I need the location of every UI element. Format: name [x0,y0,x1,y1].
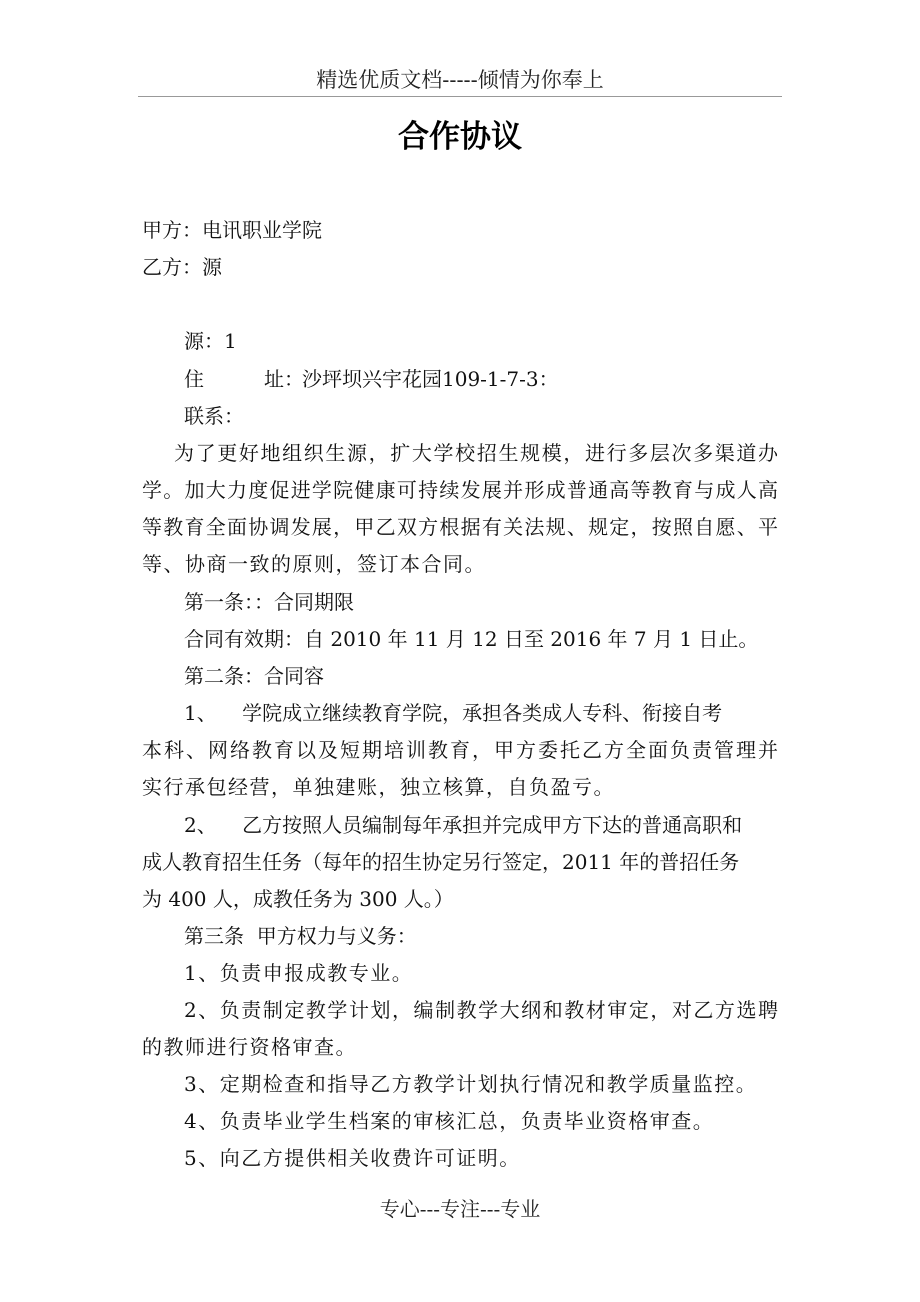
article3-heading: 第三条 甲方权力与义务： [184,924,417,948]
article3-item4: 4、负责毕业学生档案的审核汇总，负责毕业资格审查。 [184,1109,715,1133]
intro-line: 等、协商一致的原则，签订本合同。 [142,552,486,576]
article3-item1: 1、负责申报成教专业。 [184,961,414,985]
article2-item2-line: 为 400 人，成教任务为 300 人。） [142,887,454,911]
intro-line: 等教育全面协调发展，甲乙双方根据有关法规、规定，按照自愿、平 [142,515,778,539]
address-label-2: 址： [264,367,304,391]
article1-text: 合同有效期：自 2010 年 11 月 12 日至 2016 年 7 月 1 日止。 [184,627,759,651]
party-b: 乙方：源 [142,255,222,279]
page-footer: 专心---专注---专业 [379,1197,541,1221]
address-line [184,366,604,392]
article2-item2-line: 2、 乙方按照人员编制每年承担并完成甲方下达的普通高职和 [184,813,743,837]
address-value: 沙坪坝兴宇花园109-1-7-3： [302,367,559,391]
article2-heading: 第二条：合同容 [184,664,324,688]
address-label-1: 住 [184,367,204,391]
party-a: 甲方：电讯职业学院 [142,218,322,242]
article3-item5: 5、向乙方提供相关收费许可证明。 [184,1146,521,1170]
article3-item2-line: 2、负责制定教学计划，编制教学大纲和教材审定，对乙方选聘 [184,998,778,1022]
article3-item2-line: 的教师进行资格审查。 [142,1035,357,1059]
page-header: 精选优质文档-----倾情为你奉上 [316,68,604,92]
article2-item2-line: 成人教育招生任务（每年的招生协定另行签定，2011 年的普招任务 [142,850,740,874]
article2-item1-line: 本科、网络教育以及短期培训教育，甲方委托乙方全面负责管理并 [142,738,778,762]
intro-line: 学。加大力度促进学院健康可持续发展并形成普通高等教育与成人高 [142,478,778,502]
source-line: 源：1 [184,329,237,353]
intro-line: 为了更好地组织生源，扩大学校招生规模，进行多层次多渠道办 [174,441,778,465]
article2-item1-line: 实行承包经营，单独建账，独立核算，自负盈亏。 [142,775,615,799]
contact-line: 联系： [184,404,244,428]
article3-item3: 3、定期检查和指导乙方教学计划执行情况和教学质量监控。 [184,1072,758,1096]
header-divider [138,96,782,97]
document-title: 合作协议 [398,119,522,155]
article1-heading: 第一条：：合同期限 [184,590,354,614]
article2-item1-line: 1、 学院成立继续教育学院，承担各类成人专科、衔接自考 [184,701,723,725]
